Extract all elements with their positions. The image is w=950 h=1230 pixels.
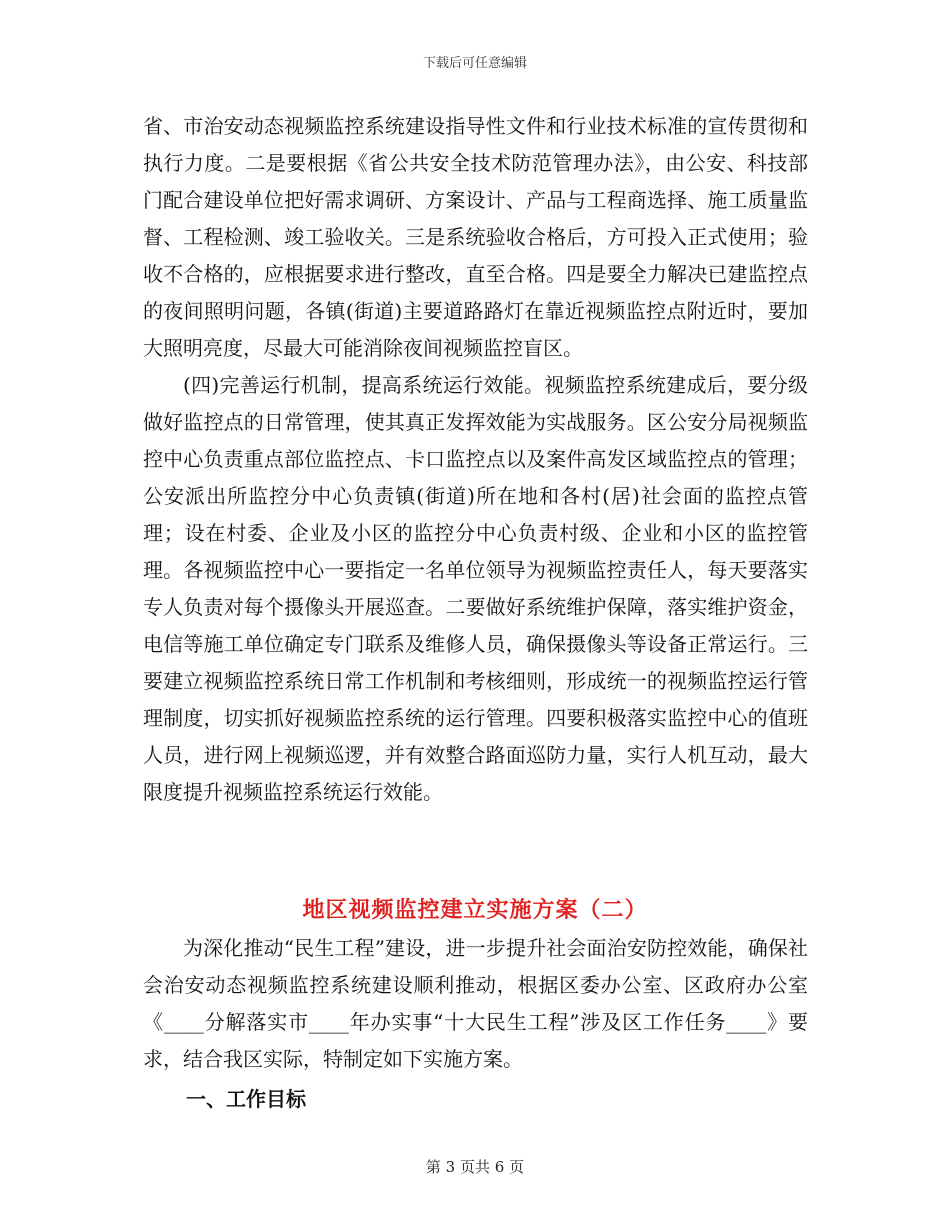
page-footer: 第 3 页共 6 页 [425,1158,525,1176]
page-header-note: 下载后可任意编辑 [422,56,527,71]
continued-text-block [143,108,808,811]
paragraph-intro: 为深化推动“民生工程”建设，进一步提升社会面治安防控效能，确保社会治安动态视频监控系统建设顺利推动，根据区委办公室、区政府办公室《____分解落实市____年办实事“十大民生工程”涉及区工作任务____》要求，结合我区实际，特制定如下实施方案。 [143,936,808,1071]
intro-text-block [143,930,808,1078]
section-title: 地区视频监控建立实施方案（二） [302,897,648,923]
heading-work-goals: 一、工作目标 [186,1087,306,1111]
paragraph-operation-mechanism: (四)完善运行机制，提高系统运行效能。视频监控系统建成后，要分级做好监控点的日常管理，使其真正发挥效能为实战服务。区公安分局视频监控中心负责重点部位监控点、卡口监控点以及案件高发区域监控点的管理；公安派出所监控分中心负责镇(街道)所在地和各村(居)社会面的监控点管理；设在村委、企业及小区的监控分中心负责村级、企业和小区的监控管理。各视频监控中心一要指定一名单位领导为视频监控责任人，每天要落实专人负责对每个摄像头开展巡查。二要做好系统维护保障，落实维护资金，电信等施工单位确定专门联系及维修人员，确保摄像头等设备正常运行。三要建立视频监控系统日常工作机制和考核细则，形成统一的视频监控运行管理制度，切实抓好视频监控系统的运行管理。四要积极落实监控中心的值班人员，进行网上视频巡逻，并有效整合路面巡防力量，实行人机互动，最大限度提升视频监控系统运行效能。 [143,373,808,804]
paragraph-continued: 省、市治安动态视频监控系统建设指导性文件和行业技术标准的宣传贯彻和执行力度。二是要根据《省公共安全技术防范管理办法》，由公安、科技部门配合建设单位把好需求调研、方案设计、产品与工程商选择、施工质量监督、工程检测、竣工验收关。三是系统验收合格后，方可投入正式使用；验收不合格的，应根据要求进行整改，直至合格。四是要全力解决已建监控点的夜间照明问题，各镇(街道)主要道路路灯在靠近视频监控点附近时，要加大照明亮度，尽最大可能消除夜间视频监控盲区。 [143,114,808,360]
